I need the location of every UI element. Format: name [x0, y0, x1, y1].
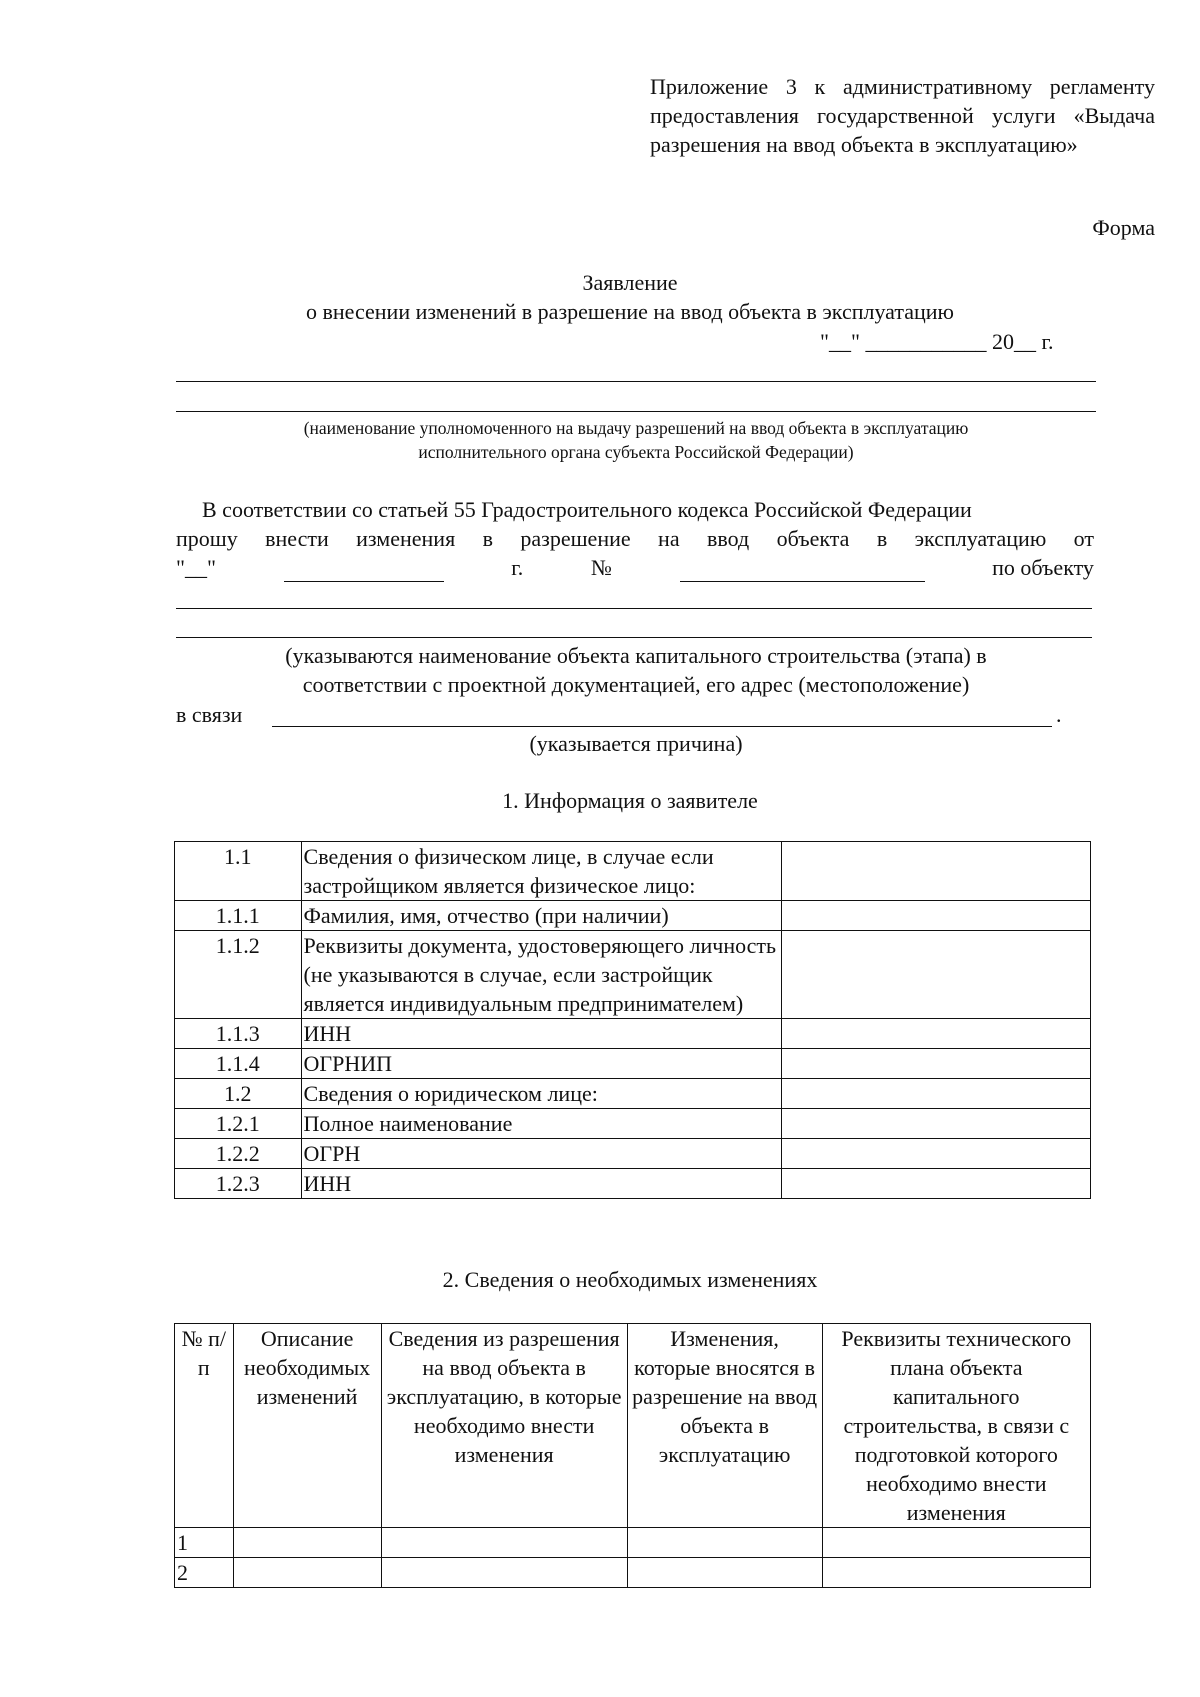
authority-caption — [176, 416, 1096, 464]
row-cell-field[interactable] — [822, 1558, 1090, 1588]
row-number: 2 — [175, 1558, 234, 1588]
reason-row — [176, 700, 1096, 729]
object-caption-line2: соответствии с проектной документацией, его адрес (местоположение) — [302, 672, 970, 697]
form-label: Форма — [1092, 215, 1155, 240]
authority-blank-line-1 — [176, 381, 1096, 382]
table-row — [175, 1019, 1091, 1049]
row-value-field[interactable] — [782, 901, 1091, 931]
body-line-2: прошу внести изменения в разрешение на ввод объекта в эксплуатацию от — [176, 526, 1094, 551]
row-label: ИНН — [301, 1169, 782, 1199]
authority-caption-line1: (наименование уполномоченного на выдачу разрешений на ввод объекта в эксплуатацию — [303, 418, 969, 438]
column-header: Реквизиты технического плана объекта капитального строительства, в связи с подготовкой которого необходимо внести изменения — [822, 1324, 1090, 1528]
authority-blank-line-2 — [176, 411, 1096, 412]
month-blank — [284, 559, 444, 582]
number-sign: № — [590, 555, 612, 580]
row-number: 1.1 — [175, 842, 302, 901]
document-subtitle: о внесении изменений в разрешение на ввод объекта в эксплуатацию — [306, 299, 954, 324]
table-row — [175, 842, 1091, 901]
row-number: 1.2 — [175, 1079, 302, 1109]
row-cell-field[interactable] — [627, 1558, 822, 1588]
column-header: Описание необходимых изменений — [233, 1324, 381, 1528]
section2-title: 2. Сведения о необходимых изменениях — [442, 1267, 818, 1292]
table-row — [175, 1079, 1091, 1109]
section1-title: 1. Информация о заявителе — [502, 788, 758, 813]
column-header: № п/п — [175, 1324, 234, 1528]
reason-blank — [272, 704, 1052, 727]
row-value-field[interactable] — [782, 1079, 1091, 1109]
row-label: Сведения о юридическом лице: — [301, 1079, 782, 1109]
row-cell-field[interactable] — [233, 1558, 381, 1588]
row-label: Фамилия, имя, отчество (при наличии) — [301, 901, 782, 931]
row-value-field[interactable] — [782, 1169, 1091, 1199]
changes-table — [174, 1323, 1091, 1588]
day-blank: "__" — [176, 555, 216, 580]
applicant-table — [174, 841, 1091, 1199]
row-label: ОГРН — [301, 1139, 782, 1169]
appendix-note: Приложение 3 к административному регламенту предоставления государственной услуги «Выдача разрешения на ввод объекта в эксплуатацию» — [650, 74, 1155, 157]
table-row — [175, 1169, 1091, 1199]
authority-caption-line2: исполнительного органа субъекта Российской Федерации) — [418, 442, 854, 462]
row-value-field[interactable] — [782, 931, 1091, 1019]
row-number: 1.1.1 — [175, 901, 302, 931]
row-value-field[interactable] — [782, 1109, 1091, 1139]
row-number: 1.2.3 — [175, 1169, 302, 1199]
object-caption-line1: (указываются наименование объекта капитального строительства (этапа) в — [285, 643, 987, 668]
row-cell-field[interactable] — [381, 1558, 627, 1588]
object-blank-line-2 — [176, 637, 1092, 638]
reason-end: . — [1056, 702, 1062, 727]
table-row — [175, 1109, 1091, 1139]
row-number: 1.2.1 — [175, 1109, 302, 1139]
body-line-1: В соответствии со статьей 55 Градостроительного кодекса Российской Федерации — [202, 497, 972, 522]
table-row — [175, 1049, 1091, 1079]
reason-caption: (указывается причина) — [529, 731, 743, 756]
reason-label: в связи — [176, 702, 243, 727]
by-object-label: по объекту — [992, 555, 1094, 580]
row-label: Полное наименование — [301, 1109, 782, 1139]
column-header: Изменения, которые вносятся в разрешение на ввод объекта в эксплуатацию — [627, 1324, 822, 1528]
row-label: Реквизиты документа, удостоверяющего личность (не указываются в случае, если застройщик является индивидуальным предпринимателем) — [301, 931, 782, 1019]
row-number: 1.1.3 — [175, 1019, 302, 1049]
row-number: 1.1.4 — [175, 1049, 302, 1079]
row-label: Сведения о физическом лице, в случае если застройщиком является физическое лицо: — [301, 842, 782, 901]
permit-fill-row — [176, 553, 1094, 582]
row-value-field[interactable] — [782, 1019, 1091, 1049]
row-number: 1.2.2 — [175, 1139, 302, 1169]
table-row — [175, 931, 1091, 1019]
table-row — [175, 1558, 1091, 1588]
row-label: ИНН — [301, 1019, 782, 1049]
row-cell-field[interactable] — [233, 1528, 381, 1558]
table-row — [175, 1139, 1091, 1169]
row-number: 1.1.2 — [175, 931, 302, 1019]
object-blank-line-1 — [176, 608, 1092, 609]
document-title: Заявление — [582, 270, 678, 295]
column-header: Сведения из разрешения на ввод объекта в эксплуатацию, в которые необходимо внести изменения — [381, 1324, 627, 1528]
table-row — [175, 1528, 1091, 1558]
row-number: 1 — [175, 1528, 234, 1558]
row-value-field[interactable] — [782, 1139, 1091, 1169]
row-cell-field[interactable] — [627, 1528, 822, 1558]
object-caption — [176, 641, 1096, 699]
table-row — [175, 901, 1091, 931]
row-cell-field[interactable] — [381, 1528, 627, 1558]
row-label: ОГРНИП — [301, 1049, 782, 1079]
permit-number-blank — [680, 559, 925, 582]
row-value-field[interactable] — [782, 1049, 1091, 1079]
row-cell-field[interactable] — [822, 1528, 1090, 1558]
date-line: "__" ___________ 20__ г. — [820, 329, 1054, 354]
row-value-field[interactable] — [782, 842, 1091, 901]
year-suffix: г. — [511, 555, 524, 580]
